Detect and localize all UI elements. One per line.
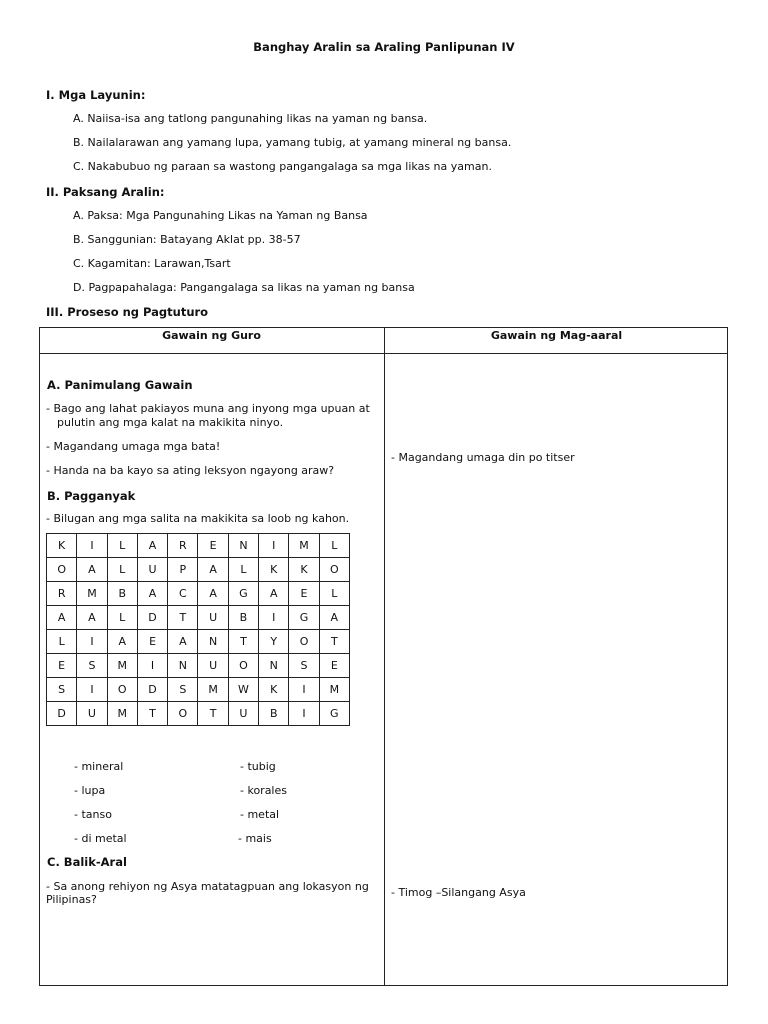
- grid-cell: A: [198, 582, 228, 606]
- panimula-line: - Handa na ba kayo sa ating leksyon ngayong araw?: [46, 464, 335, 477]
- paksa-item-c: C. Kagamitan: Larawan,Tsart: [73, 257, 231, 270]
- grid-cell: K: [47, 534, 77, 558]
- grid-cell: N: [168, 654, 198, 678]
- grid-cell: S: [47, 678, 77, 702]
- grid-cell: T: [319, 630, 349, 654]
- word-item: - lupa: [74, 784, 106, 797]
- grid-cell: G: [228, 582, 258, 606]
- grid-cell: O: [289, 630, 319, 654]
- grid-cell: L: [107, 558, 137, 582]
- balik-aral-line: Pilipinas?: [46, 893, 97, 906]
- word-item: - mais: [238, 832, 272, 845]
- grid-row: [47, 534, 350, 558]
- grid-cell: L: [47, 630, 77, 654]
- grid-cell: S: [168, 678, 198, 702]
- grid-cell: O: [319, 558, 349, 582]
- grid-row: [47, 606, 350, 630]
- grid-row: [47, 630, 350, 654]
- grid-cell: U: [228, 702, 258, 726]
- grid-cell: R: [168, 534, 198, 558]
- word-search-grid: [46, 533, 350, 726]
- grid-cell: K: [259, 678, 289, 702]
- grid-row: [47, 558, 350, 582]
- grid-cell: Y: [259, 630, 289, 654]
- word-item: - tubig: [240, 760, 276, 773]
- grid-cell: D: [47, 702, 77, 726]
- grid-cell: L: [107, 534, 137, 558]
- panimula-reply: - Magandang umaga din po titser: [391, 451, 575, 464]
- word-item: - di metal: [74, 832, 127, 845]
- layunin-item-b: B. Nailalarawan ang yamang lupa, yamang tubig, at yamang mineral ng bansa.: [73, 136, 512, 149]
- grid-cell: T: [137, 702, 167, 726]
- grid-cell: I: [137, 654, 167, 678]
- grid-cell: B: [107, 582, 137, 606]
- grid-cell: A: [137, 534, 167, 558]
- grid-cell: I: [259, 534, 289, 558]
- grid-cell: G: [319, 702, 349, 726]
- grid-cell: N: [259, 654, 289, 678]
- grid-row: [47, 654, 350, 678]
- grid-cell: E: [47, 654, 77, 678]
- grid-cell: A: [137, 582, 167, 606]
- panimula-heading: A. Panimulang Gawain: [47, 378, 193, 392]
- grid-cell: D: [137, 678, 167, 702]
- grid-cell: M: [289, 534, 319, 558]
- grid-cell: S: [289, 654, 319, 678]
- grid-cell: A: [107, 630, 137, 654]
- paksa-item-d: D. Pagpapahalaga: Pangangalaga sa likas na yaman ng bansa: [73, 281, 415, 294]
- document-title: Banghay Aralin sa Araling Panlipunan IV: [253, 40, 515, 54]
- grid-cell: O: [168, 702, 198, 726]
- balik-aral-heading: C. Balik-Aral: [47, 855, 127, 869]
- grid-cell: K: [289, 558, 319, 582]
- grid-cell: I: [289, 702, 319, 726]
- panimula-line: pulutin ang mga kalat na makikita ninyo.: [57, 416, 284, 429]
- grid-cell: T: [168, 606, 198, 630]
- grid-cell: D: [137, 606, 167, 630]
- grid-cell: N: [198, 630, 228, 654]
- grid-cell: O: [47, 558, 77, 582]
- grid-cell: I: [77, 534, 107, 558]
- grid-cell: P: [168, 558, 198, 582]
- grid-cell: W: [228, 678, 258, 702]
- grid-cell: L: [319, 582, 349, 606]
- grid-cell: U: [198, 654, 228, 678]
- grid-cell: M: [198, 678, 228, 702]
- grid-cell: S: [77, 654, 107, 678]
- grid-row: [47, 702, 350, 726]
- grid-cell: E: [289, 582, 319, 606]
- panimula-line: - Bago ang lahat pakiayos muna ang inyong mga upuan at: [46, 402, 370, 415]
- pagganyak-instruction: - Bilugan ang mga salita na makikita sa loob ng kahon.: [46, 512, 350, 525]
- panimula-line: - Magandang umaga mga bata!: [46, 440, 221, 453]
- grid-cell: A: [319, 606, 349, 630]
- grid-cell: I: [77, 678, 107, 702]
- grid-cell: T: [228, 630, 258, 654]
- table-header-divider: [39, 353, 728, 354]
- grid-cell: R: [47, 582, 77, 606]
- grid-cell: E: [319, 654, 349, 678]
- grid-cell: M: [107, 702, 137, 726]
- grid-row: [47, 582, 350, 606]
- grid-cell: K: [259, 558, 289, 582]
- grid-cell: A: [259, 582, 289, 606]
- grid-cell: I: [289, 678, 319, 702]
- grid-cell: A: [77, 606, 107, 630]
- grid-cell: A: [77, 558, 107, 582]
- grid-cell: E: [137, 630, 167, 654]
- grid-cell: O: [228, 654, 258, 678]
- balik-aral-line: - Sa anong rehiyon ng Asya matatagpuan ang lokasyon ng: [46, 880, 369, 893]
- grid-cell: C: [168, 582, 198, 606]
- grid-cell: G: [289, 606, 319, 630]
- layunin-item-a: A. Naiisa-isa ang tatlong pangunahing likas na yaman ng bansa.: [73, 112, 428, 125]
- grid-cell: U: [77, 702, 107, 726]
- column-header-guro: Gawain ng Guro: [162, 329, 261, 342]
- grid-cell: A: [168, 630, 198, 654]
- grid-cell: I: [77, 630, 107, 654]
- grid-cell: L: [107, 606, 137, 630]
- grid-cell: M: [107, 654, 137, 678]
- section-heading-proseso: III. Proseso ng Pagtuturo: [46, 305, 209, 319]
- table-column-divider: [384, 327, 385, 986]
- grid-cell: B: [228, 606, 258, 630]
- grid-cell: E: [198, 534, 228, 558]
- balik-aral-reply: - Timog –Silangang Asya: [391, 886, 526, 899]
- column-header-mag-aaral: Gawain ng Mag-aaral: [490, 329, 623, 342]
- grid-cell: B: [259, 702, 289, 726]
- grid-cell: N: [228, 534, 258, 558]
- grid-cell: M: [77, 582, 107, 606]
- grid-row: [47, 678, 350, 702]
- grid-cell: U: [137, 558, 167, 582]
- word-item: - tanso: [74, 808, 112, 821]
- word-item: - mineral: [74, 760, 124, 773]
- grid-cell: A: [198, 558, 228, 582]
- layunin-item-c: C. Nakabubuo ng paraan sa wastong pangangalaga sa mga likas na yaman.: [73, 160, 492, 173]
- paksa-item-a: A. Paksa: Mga Pangunahing Likas na Yaman ng Bansa: [73, 209, 368, 222]
- grid-cell: M: [319, 678, 349, 702]
- section-heading-layunin: I. Mga Layunin:: [46, 88, 146, 102]
- paksa-item-b: B. Sanggunian: Batayang Aklat pp. 38-57: [73, 233, 301, 246]
- grid-cell: I: [259, 606, 289, 630]
- grid-cell: U: [198, 606, 228, 630]
- word-item: - korales: [240, 784, 287, 797]
- grid-cell: T: [198, 702, 228, 726]
- grid-cell: L: [228, 558, 258, 582]
- word-item: - metal: [240, 808, 280, 821]
- section-heading-paksa: II. Paksang Aralin:: [46, 185, 165, 199]
- pagganyak-heading: B. Pagganyak: [47, 489, 136, 503]
- grid-cell: A: [47, 606, 77, 630]
- grid-cell: O: [107, 678, 137, 702]
- grid-cell: L: [319, 534, 349, 558]
